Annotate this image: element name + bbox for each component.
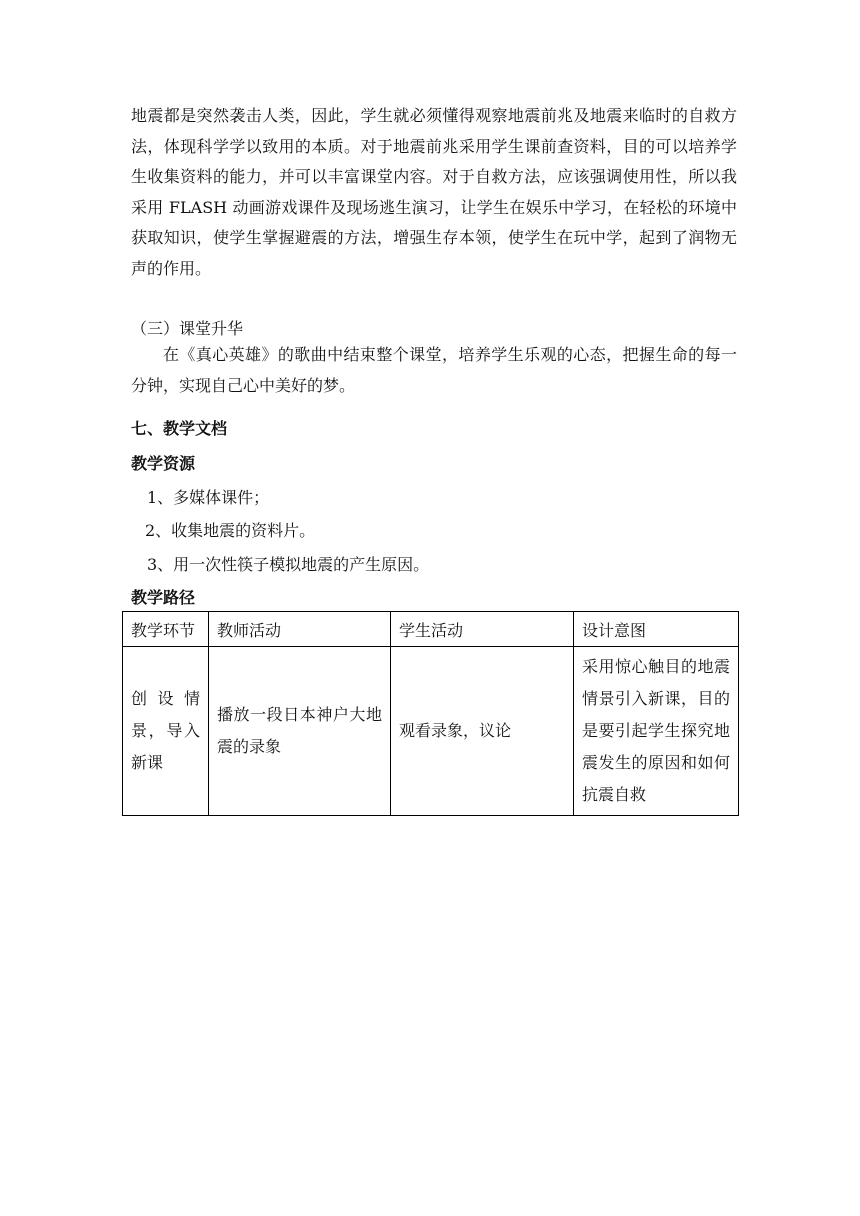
paragraph-song-ending: 在《真心英雄》的歌曲中结束整个课堂，培养学生乐观的心态，把握生命的每一分钟，实现自己心中美好的梦。 — [131, 345, 737, 395]
cell-teacher-activity: 播放一段日本神户大地震的录象 — [209, 647, 391, 816]
teaching-path-title: 教学路径 — [131, 588, 196, 607]
header-teacher-activity: 教师活动 — [209, 612, 391, 647]
table-row — [123, 647, 739, 816]
cell-design-intent: 采用惊心触目的地震情景引入新课，目的是要引起学生探究地震发生的原因和如何抗震自救 — [574, 647, 739, 816]
header-student-activity: 学生活动 — [391, 612, 574, 647]
table-header-row — [123, 612, 739, 647]
header-teaching-stage: 教学环节 — [123, 612, 209, 647]
section-title-teaching-documents: 七、教学文档 — [131, 419, 228, 438]
resource-item-2: 2、收集地震的资料片。 — [145, 521, 316, 540]
cell-student-activity: 观看录象，议论 — [391, 647, 574, 816]
header-design-intent: 设计意图 — [574, 612, 739, 647]
cell-teaching-stage: 创设情景，导入新课 — [123, 647, 209, 816]
resource-item-1: 1、多媒体课件； — [147, 488, 270, 507]
resource-item-3: 3、用一次性筷子模拟地震的产生原因。 — [147, 555, 430, 574]
paragraph-self-rescue: 地震都是突然袭击人类，因此，学生就必须懂得观察地震前兆及地震来临时的自救方法，体现科学学以致用的本质。对于地震前兆采用学生课前查资料，目的可以培养学生收集资料的能力，并可以丰富课堂内容。对于自救方法，应该强调使用性，所以我采用 FLASH 动画游戏课件及现场逃生演习，让学生在娱乐中学习，在轻松的环境中获取知识，使学生掌握避震的方法，增强生存本领，使学生在玩中学，起到了润物无声的作用。 — [131, 106, 737, 278]
resources-title: 教学资源 — [131, 454, 196, 473]
subheading-classroom-sublimation: （三）课堂升华 — [131, 319, 244, 338]
teaching-path-table — [122, 611, 739, 816]
